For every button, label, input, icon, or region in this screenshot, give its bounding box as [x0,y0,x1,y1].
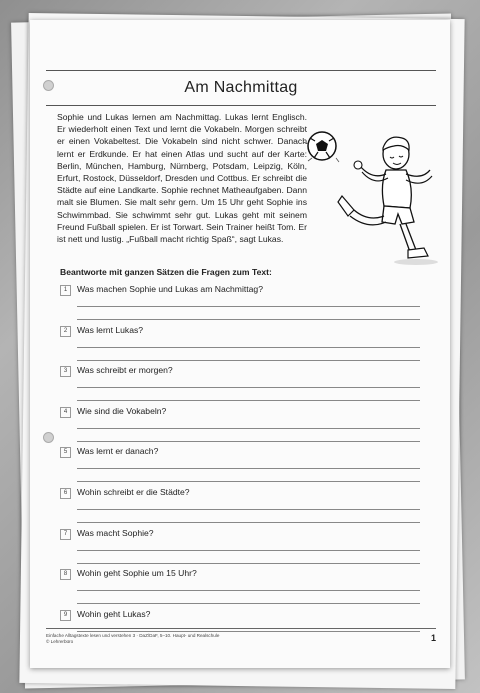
page-title: Am Nachmittag [184,79,298,96]
question-number: 8 [60,569,71,580]
question-list [60,282,420,647]
answer-line[interactable] [77,509,420,510]
footer-source: Einfache Alltagstexte lesen und verstehen 3 · DaZ/DaF, 5–10. Haupt- und Realschule [46,633,220,638]
instruction-text: Beantworte mit ganzen Sätzen die Fragen zum Text: [60,267,272,277]
answer-line[interactable] [77,400,420,401]
answer-line[interactable] [77,347,420,348]
question-text: Was lernt Lukas? [77,324,144,335]
question-text: Was schreibt er morgen? [77,365,173,376]
answer-line[interactable] [77,522,420,523]
question-text: Was machen Sophie und Lukas am Nachmittag? [77,284,263,294]
question-item [60,363,420,404]
question-text: Was macht Sophie? [77,527,154,538]
question-item [60,323,420,364]
question-text: Wohin schreibt er die Städte? [77,486,190,497]
question-number: 7 [60,529,71,540]
question-number: 3 [60,366,71,377]
question-text: Wohin geht Sophie um 15 Uhr? [77,568,197,579]
question-number: 4 [60,407,71,418]
question-number: 9 [60,610,71,621]
answer-line[interactable] [77,360,420,361]
question-item [60,282,420,323]
question-number: 6 [60,488,71,499]
question-number: 1 [60,285,71,296]
answer-line[interactable] [77,481,420,482]
question-item [60,526,420,567]
footer [46,628,436,645]
question-text: Wie sind die Vokabeln? [77,405,167,416]
question-item [60,485,420,526]
story-text: Sophie und Lukas lernen am Nachmittag. Lukas lernt Englisch. Er wiederholt einen Text und lernt die Vokabeln. Morgen schreibt er einen Vokabeltest. Die Vokabeln sind nicht schwer. Danach lernt er Erdkunde. Er hat einen Atlas und sucht auf der Karte: Berlin, München, Hamburg, Nürnberg, Potsdam, Leipzig, Köln, Erfurt, Rostock, Düsseldorf, Dresden und Cottbus. Er schreibt die Städte auf eine Landkarte. Sophie rechnet Matheaufgaben. Dann malt sie Blumen. Sie malt sehr gern. Um 15 Uhr geht Sophie ins Schwimmbad. Sie schwimmt sehr gut. Lukas geht mit seinem Freund Fußball spielen. Er ist Torwart. Sein Trainer heißt Tom. Er ist nett und lustig. „Fußball macht richtig Spaß“, sagt Lukas. [57,112,307,245]
question-text: Was lernt er danach? [77,446,159,457]
footer-publisher: © Lehrerbüro [46,639,74,644]
answer-line[interactable] [77,387,420,388]
worksheet-page [30,20,450,668]
question-item [60,404,420,445]
punch-hole-icon [43,432,54,443]
answer-line[interactable] [77,550,420,551]
answer-line[interactable] [77,306,420,307]
answer-line[interactable] [77,590,420,591]
answer-line[interactable] [77,441,420,442]
answer-line[interactable] [77,428,420,429]
question-text: Wohin geht Lukas? [77,608,151,619]
answer-line[interactable] [77,319,420,320]
title-bar [46,70,436,106]
page-number: 1 [430,633,436,643]
question-number: 2 [60,326,71,337]
boy-kicking-football-icon [298,110,448,270]
question-item [60,444,420,485]
question-number: 5 [60,447,71,458]
answer-line[interactable] [77,603,420,604]
football-icon [303,132,339,162]
answer-line[interactable] [77,563,420,564]
question-item [60,566,420,607]
answer-line[interactable] [77,468,420,469]
